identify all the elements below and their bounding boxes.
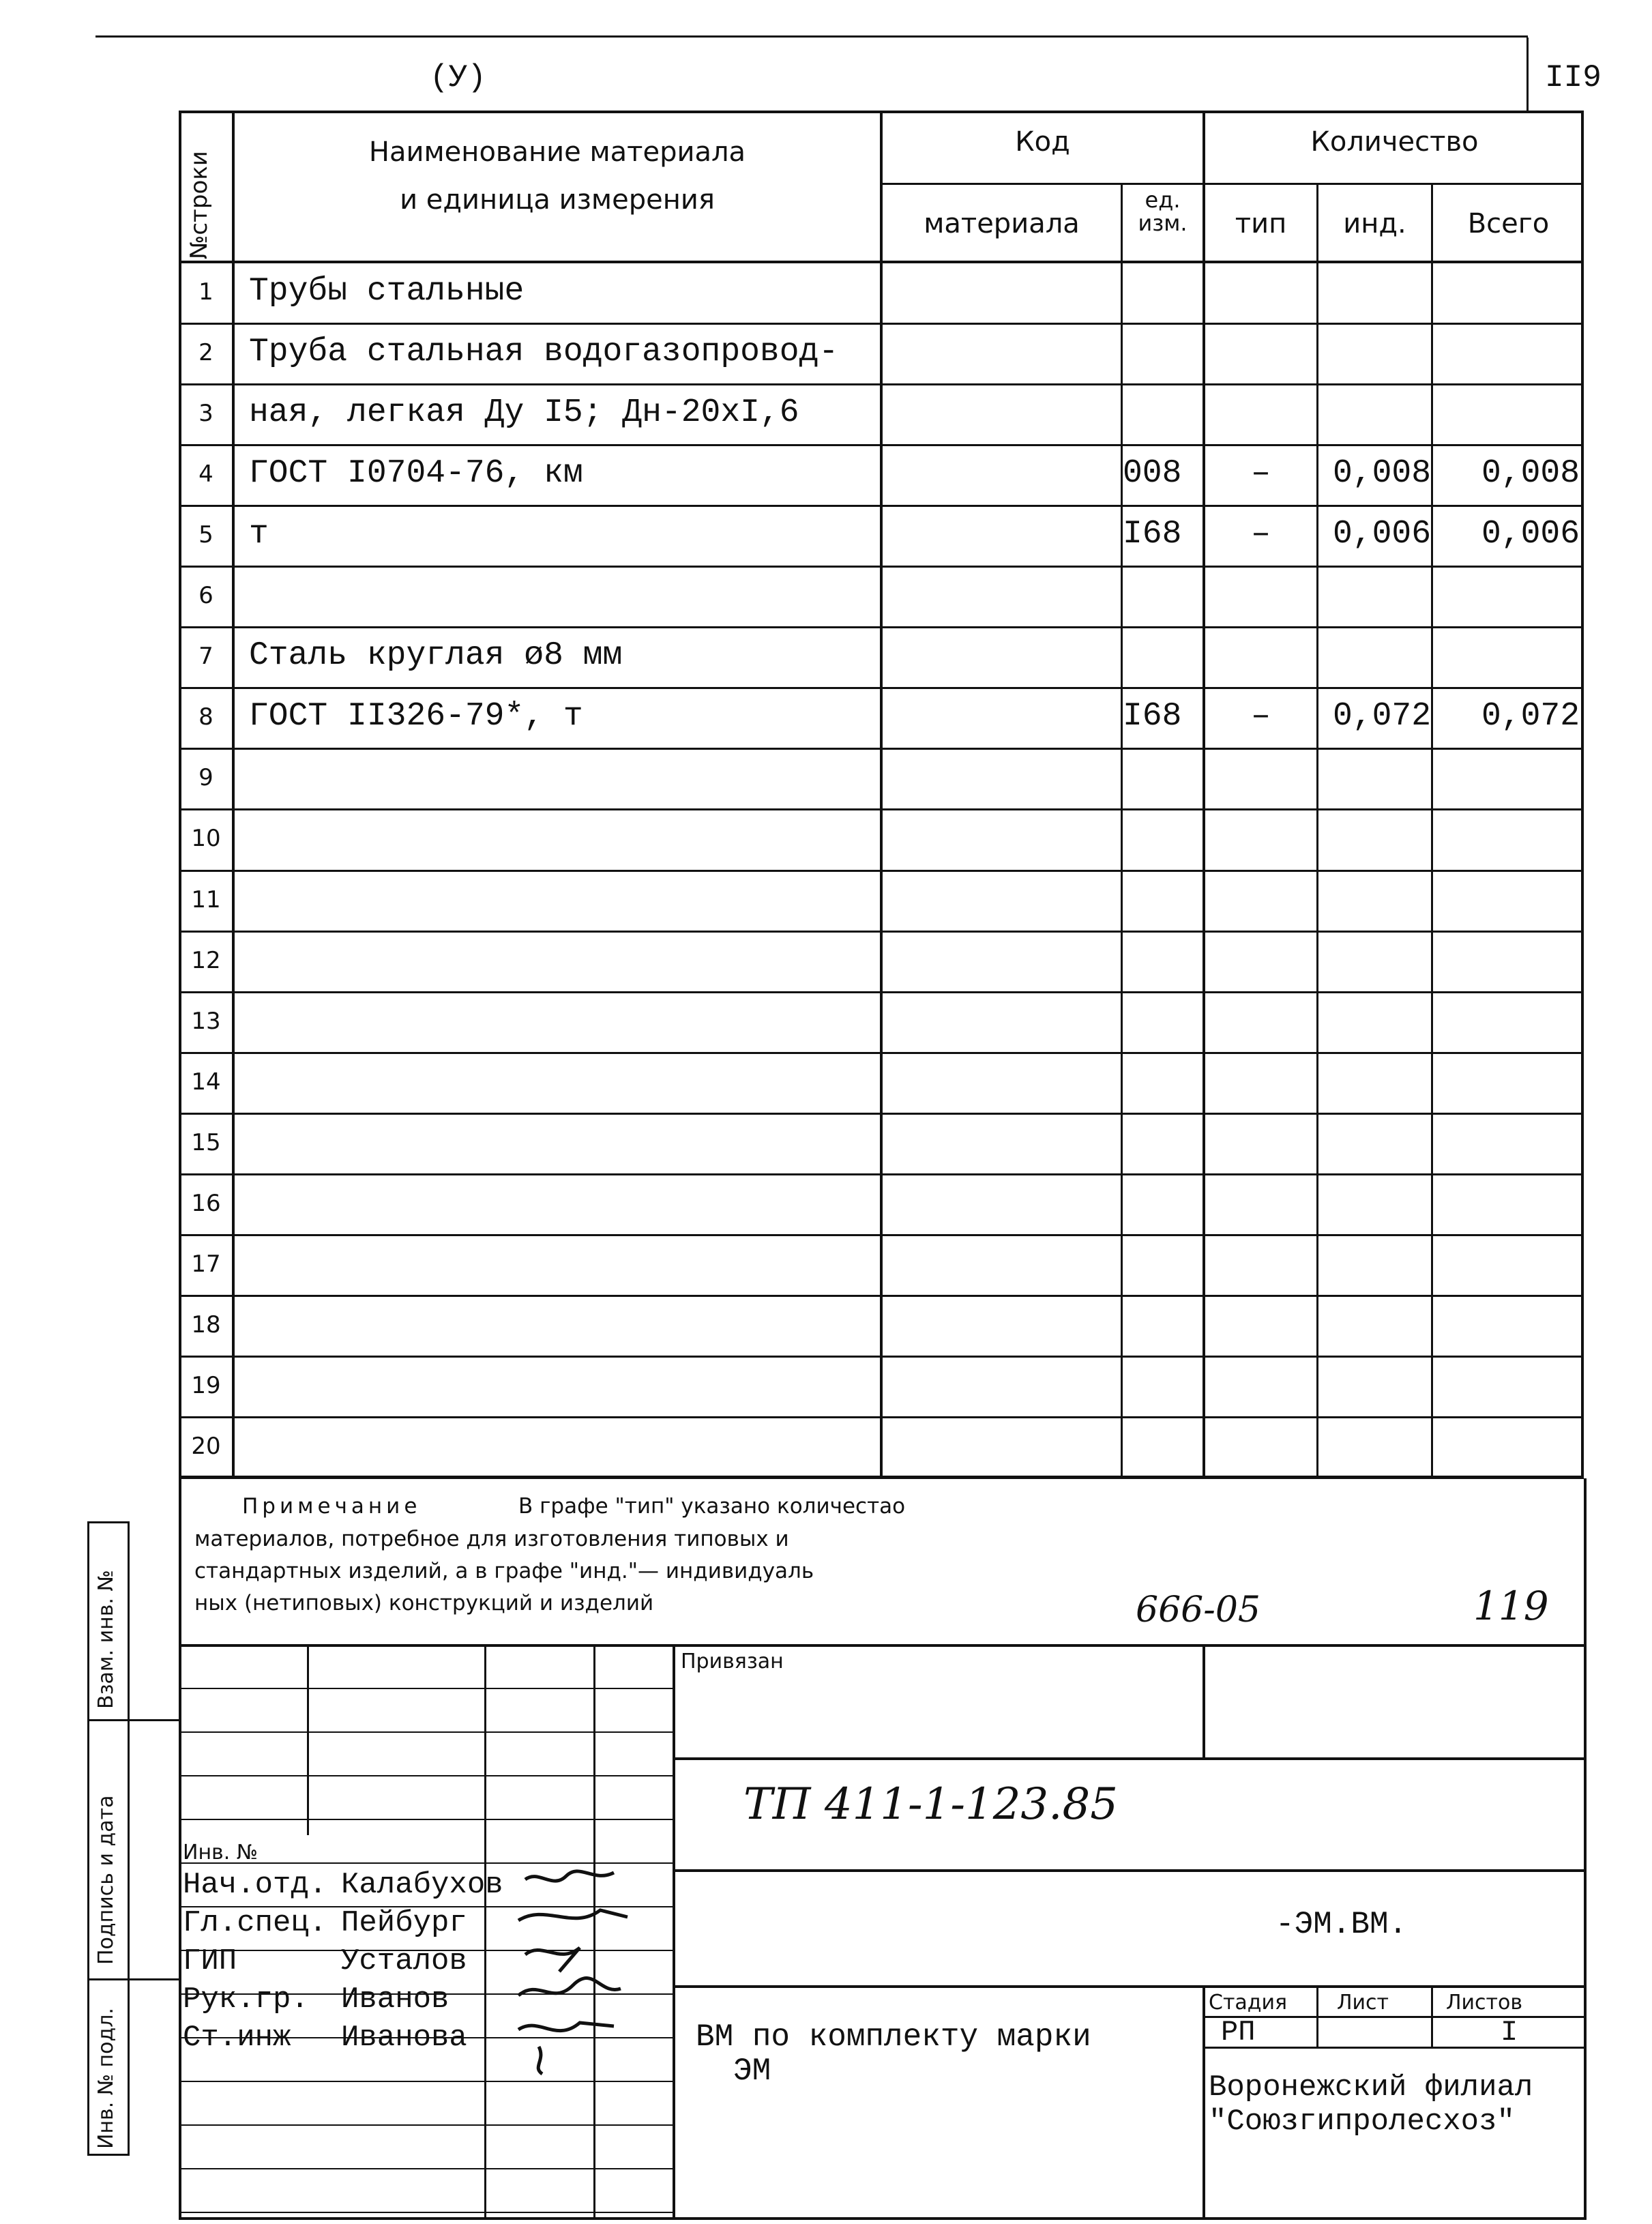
tb-top [179,1644,1587,1647]
row-number: 12 [191,946,221,974]
header-code: Код [1015,126,1070,158]
row-ind: 0,006 [1332,516,1431,553]
row-line [179,444,1584,446]
row-line [179,808,1584,810]
row-ind: 0,072 [1332,698,1431,735]
signature-2 [518,1910,628,1920]
row-type: – [1251,698,1271,735]
row-line [179,687,1584,689]
signature-1 [525,1871,614,1881]
row-line [179,931,1584,933]
sig-vline [307,1644,309,1835]
col-line [1431,183,1433,1478]
row-name: ГОСТ II326-79*, т [249,698,583,735]
row-number: 19 [191,1371,221,1399]
row-name: Сталь круглая ø8 мм [249,637,623,675]
row-number: 8 [198,703,213,731]
row-total: 0,008 [1481,455,1580,493]
sheets-value: I [1501,2016,1518,2049]
row-line [179,870,1584,872]
tb-line [1203,2016,1587,2018]
tb-vline [673,1644,675,2217]
tb-vline [1203,1644,1205,1757]
sheet-header: Лист [1337,1991,1389,2015]
signature-4 [518,1978,621,1995]
sig-row-line [179,1688,673,1689]
header-total: Всего [1467,208,1550,239]
row-line [179,323,1584,325]
note-title: Примечание [242,1494,422,1519]
side-label-inv-podl: Инв. № подл. [94,2008,118,2149]
staff-name: Иванова [341,2021,467,2055]
staff-name: Калабухов [341,1868,503,1902]
row-line [179,1173,1584,1175]
header-name-line1: Наименование материала [368,136,746,168]
row-name: Труба стальная водогазопровод- [249,334,839,371]
row-number: 5 [198,521,213,549]
row-number: 13 [191,1007,221,1035]
header-bottom [179,261,1584,263]
tb-vline [1431,1985,1433,2047]
doc-mark: -ЭМ.ВМ. [1275,1907,1408,1942]
col-line [880,111,883,1478]
row-name: Трубы стальные [249,273,525,310]
header-row-no: №строки [186,151,213,259]
row-number: 9 [198,764,213,792]
corner-divider [1526,38,1529,113]
header-code-material: материала [924,208,1080,239]
doc-title-line2: ЭМ [733,2053,771,2089]
right-border [1584,1478,1587,2217]
tb-vline [1316,1985,1318,2047]
tb-line [1203,2047,1587,2049]
org-line2: "Союзгипролесхоз" [1209,2105,1515,2139]
top-rule [95,35,1528,38]
row-line [179,1234,1584,1236]
staff-role: Рук.гр. [183,1982,309,2017]
tb-vline [1203,1985,1205,2217]
header-name-line2: и единица измерения [400,184,715,216]
row-name: ная, легкая Ду I5; Дн-20хI,6 [249,394,799,432]
row-number: 20 [191,1432,221,1460]
row-name: ГОСТ I0704-76, км [249,455,583,493]
tb-line [673,1757,1587,1760]
privyazan-label: Привязан [681,1650,784,1673]
row-line [179,383,1584,385]
staff-name: Пейбург [341,1906,467,1940]
row-line [179,991,1584,993]
sig-row-line [179,1775,673,1776]
row-line [179,1052,1584,1054]
side-label-podpis: Подпись и дата [94,1795,118,1965]
row-number: 15 [191,1128,221,1156]
row-unit: 008 [1123,455,1182,493]
row-type: – [1251,516,1271,553]
project-code: ТП 411-1-123.85 [743,1779,1118,1830]
col-line [1316,183,1318,1478]
row-number: 2 [198,339,213,367]
header-code-unit: ед. изм. [1138,187,1188,236]
doc-title-line1: ВМ по комплекту марки [696,2019,1091,2055]
staff-name: Усталов [341,1944,467,1978]
row-total: 0,006 [1481,516,1580,553]
staff-role: ГИП [183,1944,237,1978]
handwritten-code: 666-05 [1136,1590,1260,1630]
sheets-header: Листов [1446,1991,1523,2015]
sig-row-line [179,1731,673,1733]
row-number: 3 [198,400,213,428]
row-name: т [249,516,269,553]
tb-line [673,1869,1587,1872]
note-line1: В графе "тип" указано количестао [518,1494,906,1519]
side-line [87,1719,179,1721]
row-line [179,1416,1584,1418]
staff-role: Нач.отд. [183,1868,327,1902]
signature-3 [525,1948,580,1972]
sig-row-line [179,2124,673,2126]
header-subline [880,183,1584,185]
row-total: 0,072 [1481,698,1580,735]
row-number: 18 [191,1311,221,1338]
col-line [1121,183,1123,1478]
org-line1: Воронежский филиал [1209,2071,1533,2105]
row-number: 11 [191,886,221,913]
handwritten-page: 119 [1473,1583,1549,1629]
row-number: 6 [198,582,213,610]
sig-row-line [179,2168,673,2169]
signatures-svg [477,1862,655,2108]
row-line [179,1113,1584,1115]
inv-no-label: Инв. № [183,1841,259,1864]
row-line [179,566,1584,568]
header-quantity: Количество [1310,126,1479,158]
row-number: 10 [191,825,221,853]
row-unit: I68 [1123,516,1182,553]
row-line [179,1477,1584,1479]
header-type: тип [1235,208,1287,239]
row-number: 1 [198,278,213,306]
signature-5 [518,2023,614,2074]
row-line [179,1356,1584,1358]
sig-row-line [179,1819,673,1820]
side-label-vzam: Взам. инв. № [94,1570,118,1709]
row-line [179,626,1584,628]
row-type: – [1251,455,1271,493]
row-number: 17 [191,1250,221,1278]
row-number: 16 [191,1189,221,1217]
staff-role: Гл.спец. [183,1906,327,1940]
staff-name: Иванов [341,1982,449,2017]
header-ind: инд. [1343,208,1406,239]
top-mark: (У) [430,60,486,96]
page-corner-number: II9 [1545,60,1602,96]
tb-line [673,1985,1587,1988]
row-number: 7 [198,643,213,671]
row-line [179,505,1584,507]
side-line [87,1978,179,1980]
stage-value: РП [1221,2016,1256,2049]
staff-role: Ст.инж [183,2021,291,2055]
note-line3: стандартных изделий, а в графе "инд."— индивидуаль [194,1559,814,1583]
stage-header: Стадия [1209,1991,1288,2015]
row-line [179,1295,1584,1297]
row-unit: I68 [1123,698,1182,735]
col-line [1203,111,1205,1478]
sig-row-line [179,2212,673,2213]
row-ind: 0,008 [1332,455,1431,493]
tb-bottom [179,2217,1587,2220]
row-number: 4 [198,460,213,488]
note-line4: ных (нетиповых) конструкций и изделий [194,1591,654,1615]
note-line2: материалов, потребное для изготовления типовых и [194,1527,789,1551]
row-line [179,748,1584,750]
row-number: 14 [191,1068,221,1096]
